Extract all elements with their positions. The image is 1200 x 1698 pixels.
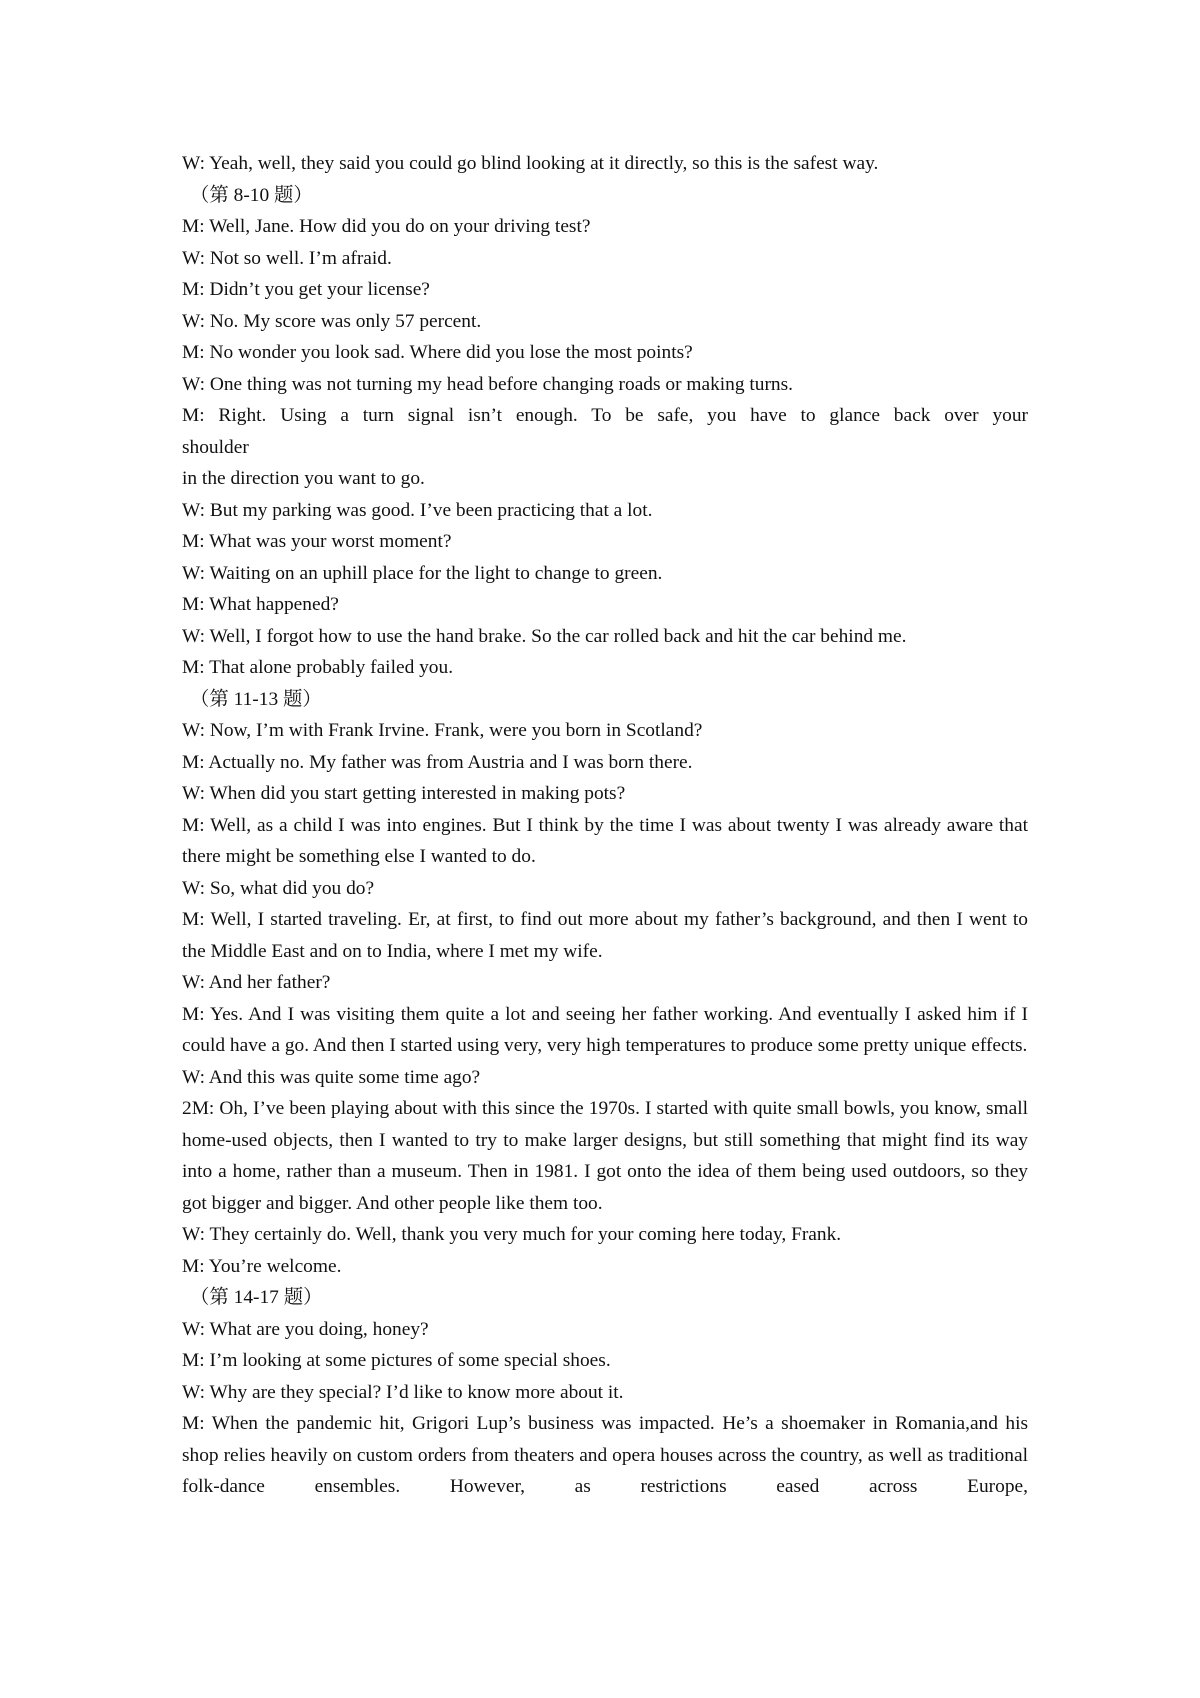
transcript-line: W: Now, I’m with Frank Irvine. Frank, were you born in Scotland? (182, 720, 703, 741)
transcript-line: W: So, what did you do? (182, 877, 375, 899)
transcript-line: M: Didn’t you get your license? (182, 279, 430, 300)
transcript-line: M: That alone probably failed you. (182, 657, 454, 678)
transcript-paragraph: M: Well, as a child I was into engines. But I think by the time I was about twenty I was already aware that there might be something else I wanted to do. (182, 814, 1028, 867)
transcript-page (182, 148, 1028, 1503)
transcript-line: M: Actually no. My father was from Austria and I was born there. (182, 751, 693, 773)
transcript-line: W: No. My score was only 57 percent. (182, 310, 482, 332)
section-heading: （第 8-10 题） (190, 184, 313, 206)
transcript-line: M: You’re welcome. (182, 1255, 342, 1277)
transcript-line: M: I’m looking at some pictures of some special shoes. (182, 1350, 611, 1371)
transcript-line: W: Not so well. I’m afraid. (182, 247, 392, 269)
section-heading: （第 14-17 题） (190, 1287, 323, 1308)
transcript-line: M: What happened? (182, 594, 339, 615)
transcript-line: W: Waiting on an uphill place for the light to change to green. (182, 562, 663, 584)
transcript-line: in the direction you want to go. (182, 468, 425, 489)
transcript-line: M: What was your worst moment? (182, 531, 452, 552)
transcript-line: W: And her father? (182, 972, 331, 993)
transcript-line: W: Why are they special? I’d like to know more about it. (182, 1381, 624, 1403)
transcript-line: M: Right. Using a turn signal isn’t enough. To be safe, you have to glance back over your (182, 405, 1028, 426)
transcript-line: M: Well, Jane. How did you do on your driving test? (182, 216, 591, 237)
transcript-paragraph: M: Well, I started traveling. Er, at first, to find out more about my father’s background, and then I went to the Middle East and on to India, where I met my wife. (182, 909, 1028, 962)
transcript-line: W: Yeah, well, they said you could go blind looking at it directly, so this is the safest way. (182, 153, 879, 174)
transcript-line: M: No wonder you look sad. Where did you lose the most points? (182, 342, 693, 363)
transcript-line: W: One thing was not turning my head before changing roads or making turns. (182, 373, 794, 395)
transcript-paragraph: 2M: Oh, I’ve been playing about with this since the 1970s. I started with quite small bowls, you know, small home-used objects, then I wanted to try to make larger designs, but still something that might find its way into a home, rather than a museum. Then in 1981. I got onto the idea of them being used outdoors, so they got bigger and bigger. And other people like them too. (182, 1098, 1028, 1214)
transcript-line: W: They certainly do. Well, thank you very much for your coming here today, Frank. (182, 1224, 842, 1245)
transcript-line: W: But my parking was good. I’ve been practicing that a lot. (182, 499, 653, 521)
transcript-line: W: And this was quite some time ago? (182, 1066, 481, 1088)
section-heading: （第 11-13 题） (190, 688, 322, 710)
transcript-line: W: When did you start getting interested in making pots? (182, 783, 626, 804)
transcript-line: W: Well, I forgot how to use the hand brake. So the car rolled back and hit the car behind me. (182, 625, 907, 647)
transcript-paragraph: M: Yes. And I was visiting them quite a lot and seeing her father working. And eventually I asked him if I could have a go. And then I started using very, very high temperatures to produce some pretty unique effects. (182, 1003, 1028, 1056)
transcript-line: W: What are you doing, honey? (182, 1318, 429, 1340)
transcript-paragraph: M: When the pandemic hit, Grigori Lup’s business was impacted. He’s a shoemaker in Romania,and his shop relies heavily on custom orders from theaters and opera houses across the country, as well as traditional folk-dance ensembles. However, as restrictions eased across Europe, (182, 1413, 1028, 1497)
transcript-line: shoulder (182, 436, 249, 458)
